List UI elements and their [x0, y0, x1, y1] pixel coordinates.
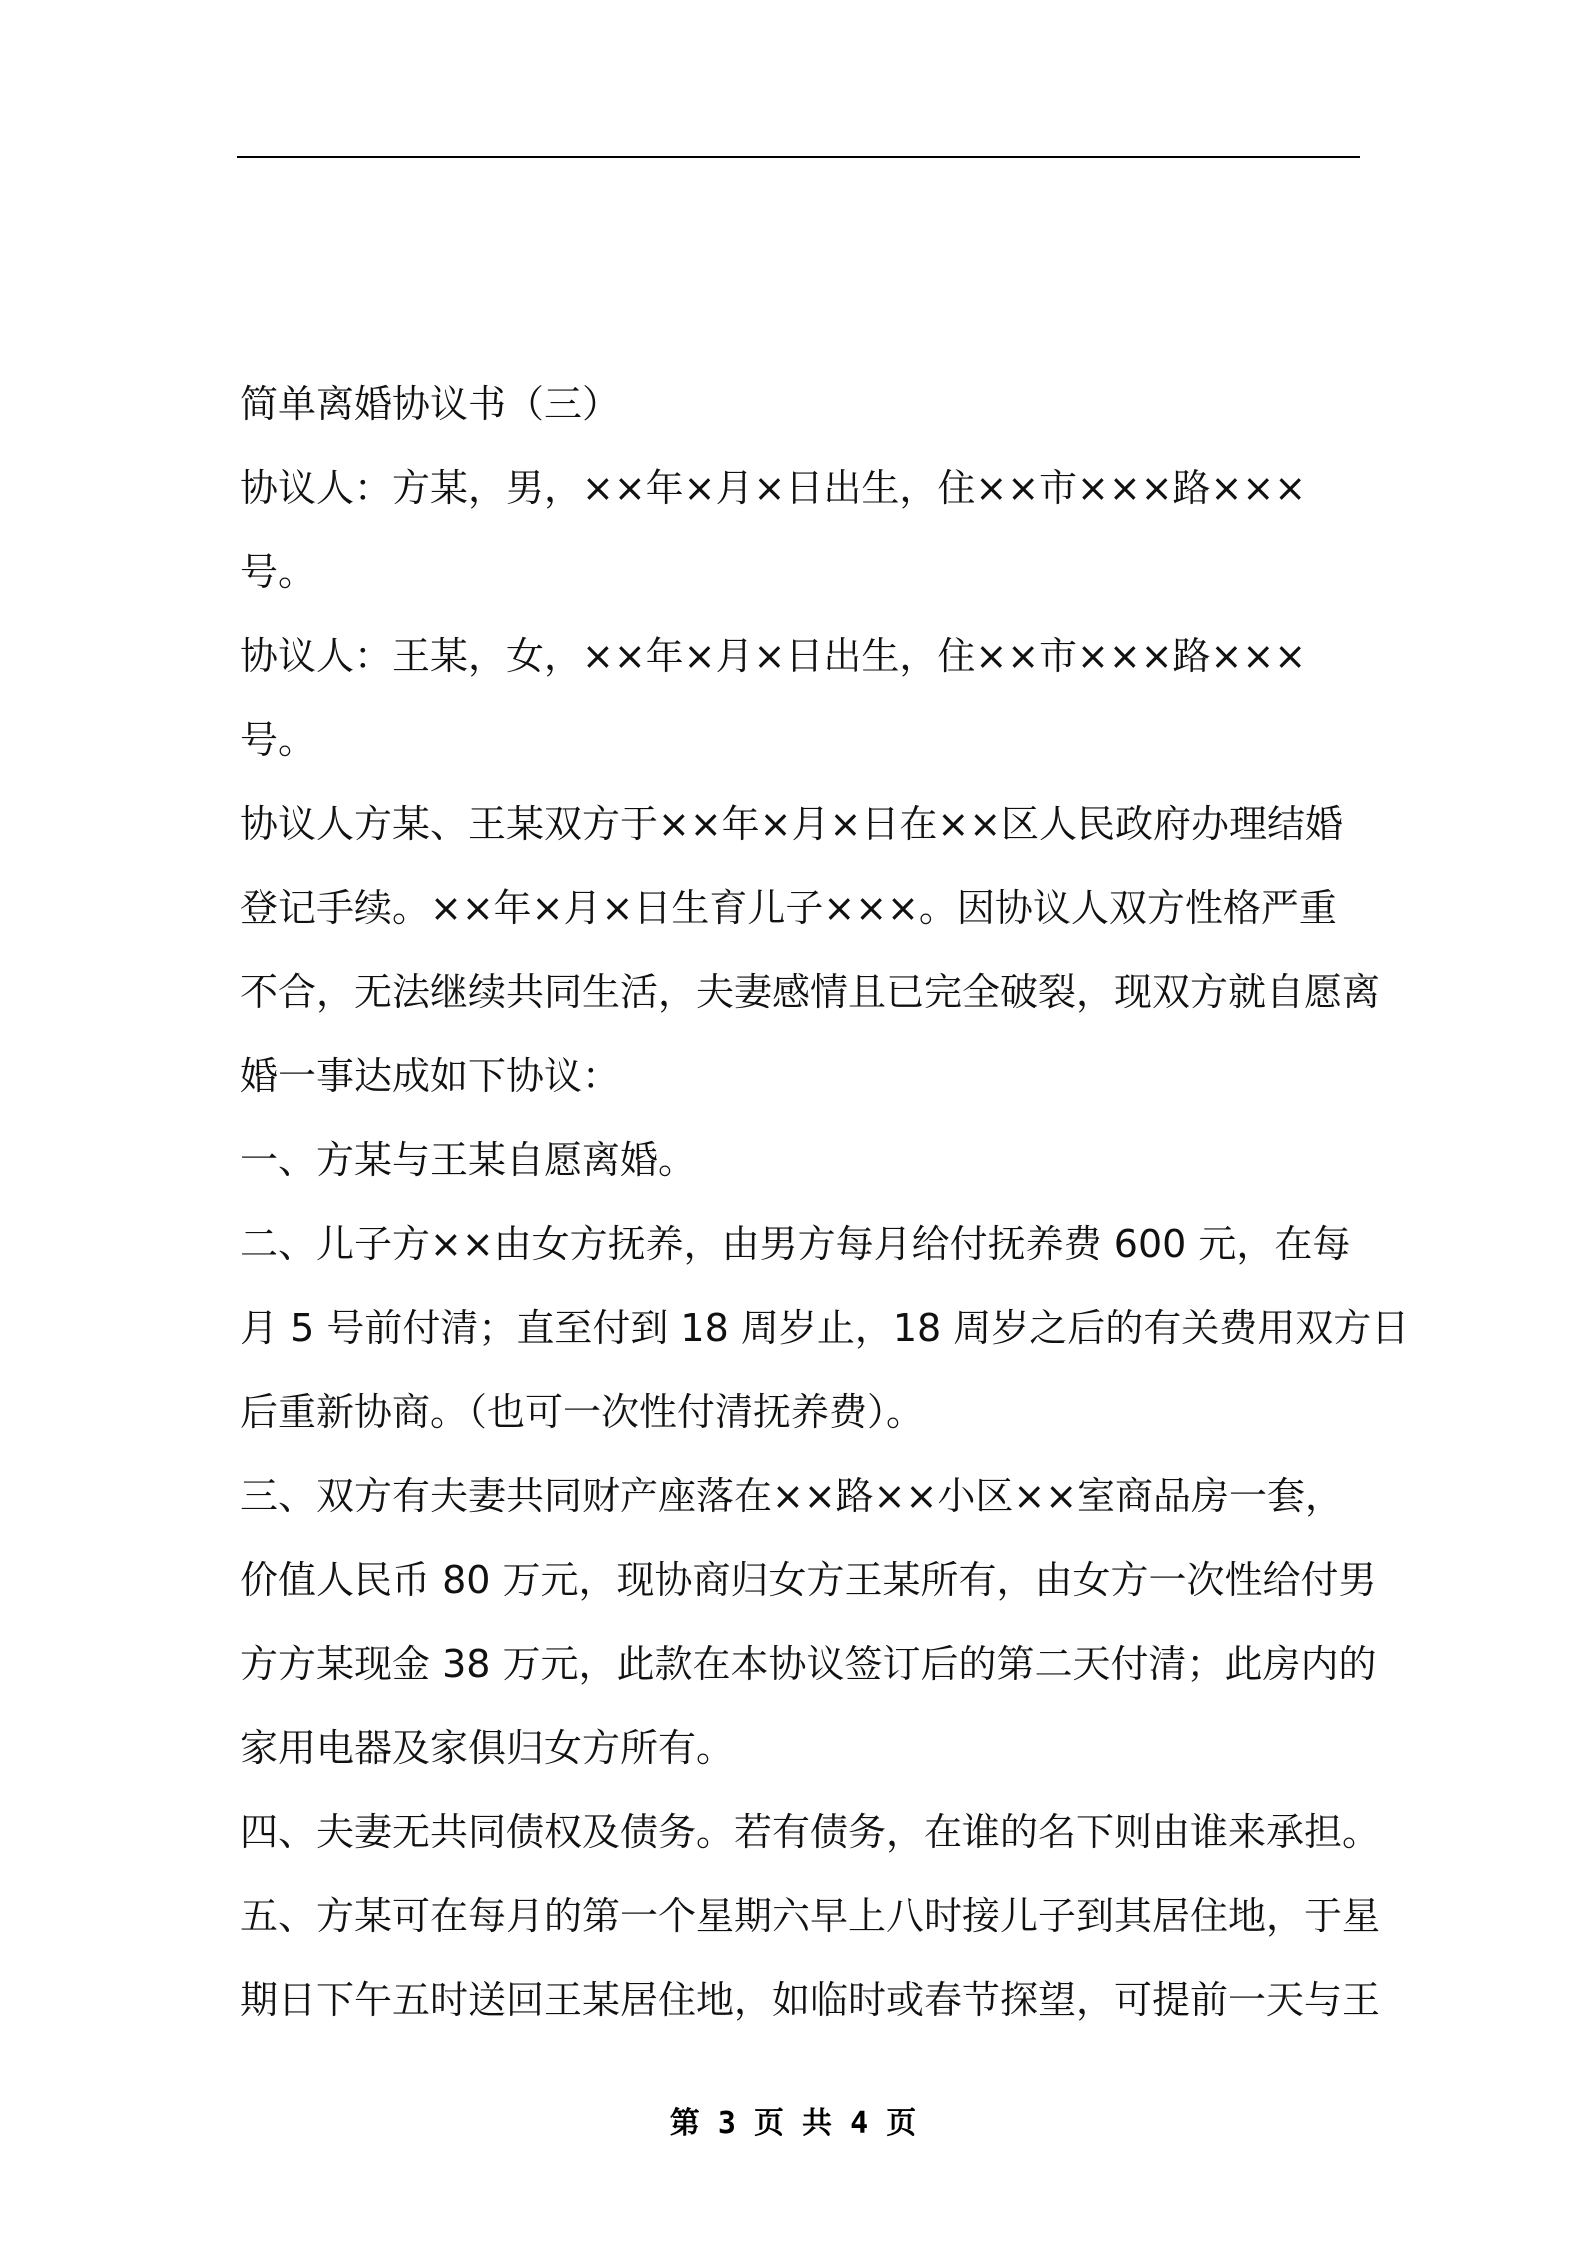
header-rule	[237, 156, 1360, 158]
clause-2-line: 月 5 号前付清；直至付到 18 周岁止，18 周岁之后的有关费用双方日	[240, 1306, 1410, 1350]
clause-4-line: 四、夫妻无共同债权及债务。若有债务，在谁的名下则由谁来承担。	[240, 1810, 1381, 1854]
clause-1-line: 一、方某与王某自愿离婚。	[240, 1138, 697, 1182]
clause-3-line: 方方某现金 38 万元，此款在本协议签订后的第二天付清；此房内的	[240, 1642, 1377, 1686]
clause-2-line: 后重新协商。（也可一次性付清抚养费）。	[240, 1390, 925, 1434]
preamble-line: 协议人方某、王某双方于××年×月×日在××区人民政府办理结婚	[240, 802, 1344, 846]
clause-3-line: 三、双方有夫妻共同财产座落在××路××小区××室商品房一套，	[240, 1474, 1344, 1518]
clause-3-line: 价值人民币 80 万元，现协商归女方王某所有，由女方一次性给付男	[240, 1558, 1377, 1602]
party-a-line: 协议人：方某，男，××年×月×日出生，住××市×××路×××	[240, 466, 1307, 510]
preamble-line: 登记手续。××年×月×日生育儿子×××。因协议人双方性格严重	[240, 886, 1337, 930]
clause-5-line: 期日下午五时送回王某居住地，如临时或春节探望，可提前一天与王	[240, 1978, 1381, 2022]
document-title: 简单离婚协议书（三）	[240, 382, 621, 426]
party-a-line-end: 号。	[240, 550, 317, 594]
clause-5-line: 五、方某可在每月的第一个星期六早上八时接儿子到其居住地，于星	[240, 1894, 1381, 1938]
party-b-line-end: 号。	[240, 718, 317, 762]
preamble-line: 婚一事达成如下协议：	[240, 1054, 621, 1098]
preamble-line: 不合，无法继续共同生活，夫妻感情且已完全破裂，现双方就自愿离	[240, 970, 1381, 1014]
page-number-footer: 第 3 页 共 4 页	[669, 2106, 917, 2141]
party-b-line: 协议人：王某，女，××年×月×日出生，住××市×××路×××	[240, 634, 1307, 678]
document-body	[240, 362, 1410, 2042]
clause-3-line: 家用电器及家俱归女方所有。	[240, 1726, 735, 1770]
clause-2-line: 二、儿子方××由女方抚养，由男方每月给付抚养费 600 元，在每	[240, 1222, 1351, 1266]
